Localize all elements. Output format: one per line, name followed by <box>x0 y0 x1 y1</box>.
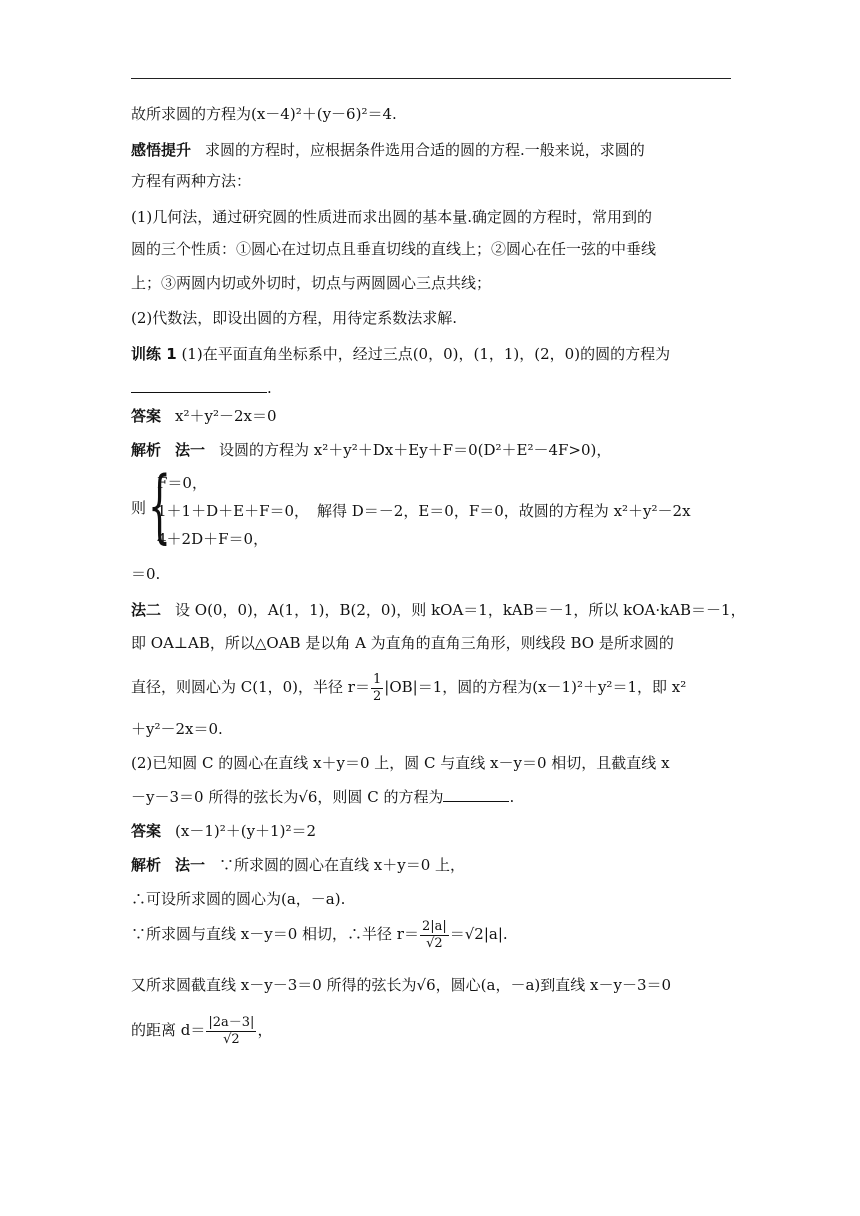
answer-blank-line: . <box>131 377 736 399</box>
fraction-distance: $\frac{|2a-3|}{√2}$ <box>208 1014 255 1047</box>
system-eq-2: 1＋1＋D＋E＋F＝0， 解得 D＝－2，E＝0，F＝0，故圆的方程为 x²＋y²－2x <box>157 502 691 520</box>
radius-line: ∵所求圆与直线 x－y＝0 相切，∴半径 r＝ $\frac{2|a|}{√2}$ ＝√2|a|. <box>131 918 508 951</box>
analysis-label: 解析 <box>131 441 162 459</box>
text-line: 即 OA⊥AB，所以△OAB 是以角 A 为直角的直角三角形，则线段 BO 是所求圆的 <box>131 634 674 652</box>
text-line: 又所求圆截直线 x－y－3＝0 所得的弦长为√6，圆心(a，－a)到直线 x－y－3＝0 <box>131 976 672 994</box>
exercise-line: 训练 1 (1)在平面直角坐标系中，经过三点(0，0)，(1，1)，(2，0)的圆的方程为 <box>131 345 671 363</box>
header-rule <box>131 78 731 79</box>
exercise-label: 训练 1 <box>131 345 177 363</box>
insight-label: 感悟提升 <box>131 141 192 159</box>
answer-blank <box>443 786 509 802</box>
text-line: ＝0. <box>131 565 161 583</box>
answer-label: 答案 <box>131 822 162 840</box>
analysis-line: 解析 法一 ∵所求圆的圆心在直线 x＋y＝0 上， <box>131 856 466 874</box>
problem2-line: －y－3＝0 所得的弦长为√6，则圆 C 的方程为 . <box>131 788 515 806</box>
answer-line: 答案 x²＋y²－2x＝0 <box>131 407 277 425</box>
system-brace: { <box>148 459 171 552</box>
problem2-line: (2)已知圆 C 的圆心在直线 x＋y＝0 上，圆 C 与直线 x－y＝0 相切，且截直线 x <box>131 754 670 772</box>
method2-line: 法二 设 O(0，0)，A(1，1)，B(2，0)，则 kOA＝1，kAB＝－1，所以 kOA·kAB＝－1， <box>131 601 746 619</box>
text-line: (1)几何法，通过研究圆的性质进而求出圆的基本量.确定圆的方程时，常用到的 <box>131 208 653 226</box>
method-label: 法一 <box>175 856 206 874</box>
result-line: 故所求圆的方程为(x－4)²＋(y－6)²＝4. <box>131 105 397 123</box>
text-line: 上；③两圆内切或外切时，切点与两圆圆心三点共线； <box>131 274 492 292</box>
radius-line: 直径，则圆心为 C(1，0)，半径 r＝ $\frac{1}{2}$ |OB|＝1，圆的方程为(x－1)²＋y²＝1，即 x² <box>131 671 687 704</box>
system-eq-1: F＝0， <box>157 474 207 492</box>
analysis-line: 解析 法一 设圆的方程为 x²＋y²＋Dx＋Ey＋F＝0(D²＋E²－4F>0)， <box>131 441 612 459</box>
system-eq-3: 4＋2D＋F＝0， <box>157 530 269 548</box>
text-line: (2)代数法，即设出圆的方程，用待定系数法求解. <box>131 309 458 327</box>
fraction-radius: $\frac{2|a|}{√2}$ <box>421 918 447 951</box>
text-line: 圆的三个性质：①圆心在过切点且垂直切线的直线上；②圆心在任一弦的中垂线 <box>131 240 657 258</box>
answer-line: 答案 (x－1)²＋(y＋1)²＝2 <box>131 822 317 840</box>
answer-blank <box>131 377 267 393</box>
insight-line: 感悟提升 求圆的方程时，应根据条件选用合适的圆的方程.一般来说，求圆的 <box>131 141 645 159</box>
analysis-label: 解析 <box>131 856 162 874</box>
distance-line: 的距离 d＝ $\frac{|2a-3|}{√2}$ ， <box>131 1014 273 1047</box>
text-line: ∴可设所求圆的圆心为(a，－a). <box>131 890 346 908</box>
text-line: 方程有两种方法： <box>131 172 252 190</box>
method-label: 法一 <box>175 441 206 459</box>
text-line: ＋y²－2x＝0. <box>131 720 223 738</box>
fraction-half: $\frac{1}{2}$ <box>372 671 382 704</box>
system-prefix: 则 <box>131 499 147 517</box>
answer-label: 答案 <box>131 407 162 425</box>
method-label: 法二 <box>131 601 162 619</box>
